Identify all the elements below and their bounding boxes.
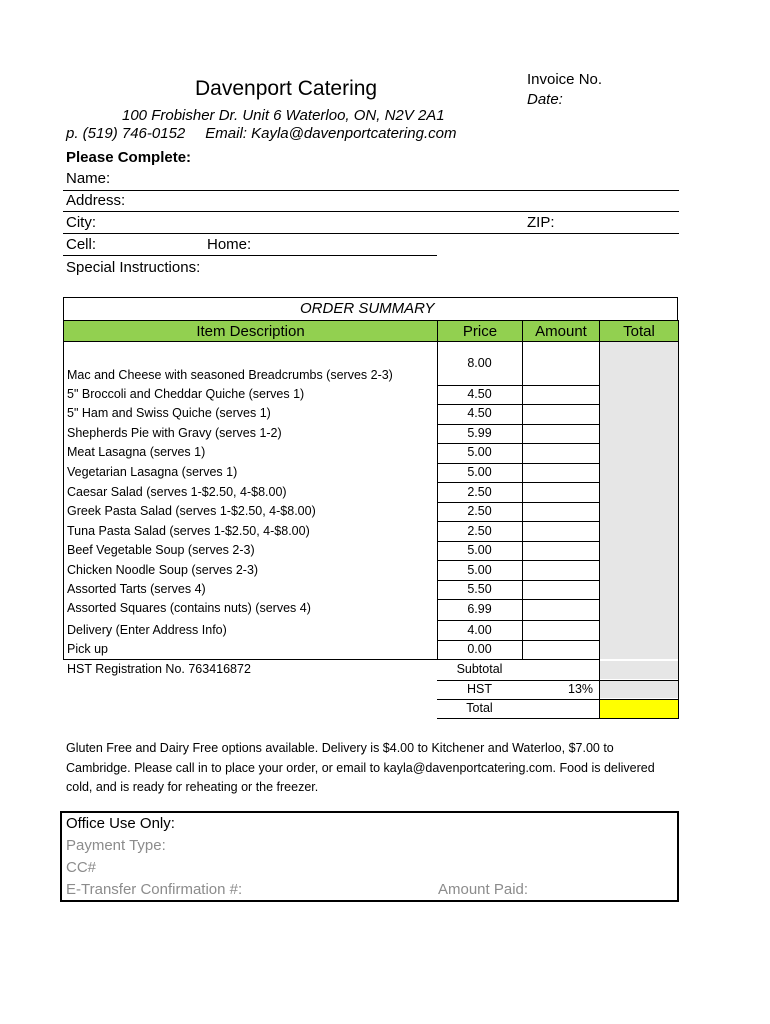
item-description: Greek Pasta Salad (serves 1-$2.50, 4-$8.00): [67, 504, 316, 518]
order-note: Gluten Free and Dairy Free options available. Delivery is $4.00 to Kitchener and Waterloo, $7.00 to Cambridge. Please call in to place your order, or email to kayla@davenportcatering.com. Food is delivered cold, and is ready for reheating or the freezer.: [66, 741, 655, 794]
amount-input-cell[interactable]: [523, 621, 599, 640]
order-summary-title: ORDER SUMMARY: [300, 300, 435, 317]
hst-border: [437, 699, 679, 700]
city-zip-field[interactable]: [63, 233, 679, 234]
amount-input-cell[interactable]: [523, 600, 599, 620]
item-description: 5" Broccoli and Cheddar Quiche (serves 1): [67, 387, 305, 401]
payment-type-label: Payment Type:: [66, 837, 166, 854]
item-price: 4.50: [467, 387, 492, 401]
row-border: [437, 404, 599, 405]
item-description: Beef Vegetable Soup (serves 2-3): [67, 543, 255, 557]
hst-rate: 13%: [568, 682, 594, 696]
etransfer-label: E-Transfer Confirmation #:: [66, 881, 243, 898]
company-contact: [66, 125, 456, 142]
hst-value-cell: [600, 680, 678, 698]
subtotal-label: Subtotal: [456, 662, 503, 676]
row-border: [437, 424, 599, 425]
item-price: 4.00: [467, 623, 492, 637]
item-description: 5" Ham and Swiss Quiche (serves 1): [67, 406, 271, 420]
zip-label: ZIP:: [527, 214, 555, 231]
total-cells: [600, 342, 678, 659]
subtotal-value-cell: [600, 661, 678, 679]
item-price: 6.99: [467, 602, 492, 616]
date-label: Date:: [527, 91, 563, 108]
item-price: 5.50: [467, 582, 492, 596]
item-price: 5.99: [467, 426, 492, 440]
hst-registration: HST Registration No. 763416872: [67, 662, 251, 676]
row-border: [437, 521, 599, 522]
company-address: 100 Frobisher Dr. Unit 6 Waterloo, ON, N2V 2A1: [122, 107, 445, 124]
total-border: [437, 718, 679, 719]
row-border: [437, 620, 599, 621]
invoice-number-label: Invoice No.: [527, 71, 603, 88]
item-price: 0.00: [467, 642, 492, 656]
total-label: Total: [466, 701, 493, 715]
amount-input-cell[interactable]: [523, 444, 599, 463]
amount-input-cell[interactable]: [523, 503, 599, 521]
item-description: Assorted Squares (contains nuts) (serves 4): [67, 601, 311, 615]
item-price: 2.50: [467, 504, 492, 518]
table-left-border: [63, 341, 64, 660]
cell-label: Cell:: [66, 236, 97, 253]
row-border: [437, 482, 599, 483]
column-amount: Amount: [522, 320, 600, 342]
amount-input-cell[interactable]: [523, 561, 599, 580]
column-item-description: Item Description: [63, 320, 438, 342]
item-price: 8.00: [467, 356, 492, 370]
grand-total-value-cell[interactable]: [600, 699, 678, 718]
item-description: Delivery (Enter Address Info): [67, 623, 227, 637]
column-price: Price: [437, 320, 523, 342]
item-description: Shepherds Pie with Gravy (serves 1-2): [67, 426, 282, 440]
amount-input-cell[interactable]: [523, 581, 599, 599]
row-border: [437, 560, 599, 561]
row-border: [437, 502, 599, 503]
amount-input-cell[interactable]: [523, 342, 599, 385]
row-border: [437, 385, 599, 386]
item-description: Tuna Pasta Salad (serves 1-$2.50, 4-$8.00): [67, 524, 310, 538]
amount-input-cell[interactable]: [523, 522, 599, 541]
address-field[interactable]: [63, 211, 679, 212]
company-email: Email: Kayla@davenportcatering.com: [205, 125, 457, 142]
home-label: Home:: [207, 236, 252, 253]
company-phone: p. (519) 746-0152: [66, 125, 186, 142]
special-instructions-label: Special Instructions:: [66, 259, 201, 276]
name-field[interactable]: [63, 190, 679, 191]
item-price: 2.50: [467, 485, 492, 499]
row-border: [437, 580, 599, 581]
amount-input-cell[interactable]: [523, 641, 599, 659]
amount-input-cell[interactable]: [523, 425, 599, 443]
company-name: Davenport Catering: [195, 77, 378, 100]
amount-input-cell[interactable]: [523, 464, 599, 482]
item-price: 5.00: [467, 563, 492, 577]
item-description: Mac and Cheese with seasoned Breadcrumbs (serves 2-3): [67, 368, 393, 382]
amount-input-cell[interactable]: [523, 483, 599, 502]
hst-label: HST: [467, 682, 492, 696]
subtotal-border: [437, 680, 679, 681]
item-description: Chicken Noodle Soup (serves 2-3): [67, 563, 259, 577]
item-price: 5.00: [467, 543, 492, 557]
item-price: 4.50: [467, 406, 492, 420]
item-description: Pick up: [67, 642, 108, 656]
item-description: Meat Lasagna (serves 1): [67, 445, 206, 459]
amount-input-cell[interactable]: [523, 542, 599, 560]
phone-field[interactable]: [63, 255, 437, 256]
row-border: [437, 463, 599, 464]
item-price: 2.50: [467, 524, 492, 538]
row-border: [437, 640, 599, 641]
row-border: [437, 599, 599, 600]
amount-paid-label: Amount Paid:: [438, 881, 529, 898]
please-complete-heading: Please Complete:: [66, 149, 192, 166]
item-price: 5.00: [467, 445, 492, 459]
table-right-border: [678, 341, 679, 719]
office-use-title: Office Use Only:: [66, 815, 175, 832]
amount-input-cell[interactable]: [523, 386, 599, 404]
row-border: [437, 541, 599, 542]
item-description: Caesar Salad (serves 1-$2.50, 4-$8.00): [67, 485, 287, 499]
city-label: City:: [66, 214, 96, 231]
row-border: [437, 443, 599, 444]
address-label: Address:: [66, 192, 126, 209]
column-total: Total: [599, 320, 679, 342]
amount-input-cell[interactable]: [523, 405, 599, 424]
item-price: 5.00: [467, 465, 492, 479]
item-description: Assorted Tarts (serves 4): [67, 582, 206, 596]
items-bottom-border: [63, 659, 600, 660]
name-label: Name:: [66, 170, 111, 187]
cc-label: CC#: [66, 859, 97, 876]
item-description: Vegetarian Lasagna (serves 1): [67, 465, 238, 479]
